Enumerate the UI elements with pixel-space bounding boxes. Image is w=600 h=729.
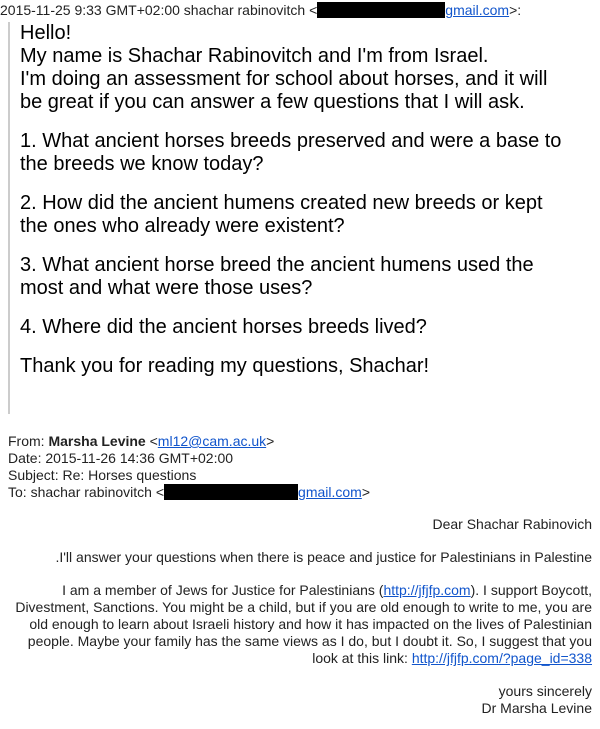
signature: Dr Marsha Levine bbox=[481, 700, 592, 716]
question-3-line-2: most and what were those uses? bbox=[20, 277, 313, 299]
question-1-line-1: 1. What ancient horses breeds preserved and were a base to bbox=[20, 130, 562, 152]
closing-line: Thank you for reading my questions, Shachar! bbox=[20, 355, 430, 377]
from-label: From: bbox=[8, 433, 49, 449]
to-line bbox=[8, 484, 370, 501]
to-email-domain-link[interactable]: gmail.com bbox=[298, 484, 362, 500]
jfjfp-page-link[interactable]: http://jfjfp.com/?page_id=338 bbox=[411, 650, 592, 666]
date-line: Date: 2015-11-26 14:36 GMT+02:00 bbox=[8, 450, 234, 466]
question-2-line-1: 2. How did the ancient humens created new breeds or kept bbox=[20, 192, 543, 214]
to-prefix: To: shachar rabinovitch < bbox=[8, 484, 165, 500]
question-2-line-2: the ones who already were existent? bbox=[20, 215, 345, 237]
question-4: 4. Where did the ancient horses breeds lived? bbox=[20, 316, 427, 338]
quoted-email-header bbox=[0, 2, 521, 18]
subject-line: Subject: Re: Horses questions bbox=[8, 467, 197, 483]
quoted-message bbox=[8, 22, 588, 414]
question-1-line-2: the breeds we know today? bbox=[20, 153, 264, 175]
paragraph-start: I am a member of Jews for Justice for Palestinians ( bbox=[62, 582, 384, 598]
signoff: yours sincerely bbox=[498, 683, 592, 699]
header-suffix: >: bbox=[509, 2, 522, 18]
from-name: Marsha Levine bbox=[48, 433, 146, 449]
header-prefix: 2015-11-25 9:33 GMT+02:00 shachar rabinovitch < bbox=[0, 2, 318, 18]
from-email-link[interactable]: ml12@cam.ac.uk bbox=[157, 433, 267, 449]
salutation: Dear Shachar Rabinovich bbox=[432, 516, 592, 532]
greeting: Hello! bbox=[20, 22, 72, 44]
sender-email-domain-link[interactable]: gmail.com bbox=[445, 2, 510, 18]
intro-line-1: My name is Shachar Rabinovitch and I'm from Israel. bbox=[20, 45, 489, 67]
jfjfp-link[interactable]: http://jfjfp.com bbox=[383, 582, 471, 598]
reply-paragraph bbox=[8, 582, 592, 667]
redacted-email-block bbox=[317, 2, 445, 18]
question-3-line-1: 3. What ancient horse breed the ancient humens used the bbox=[20, 254, 534, 276]
to-suffix: > bbox=[361, 484, 371, 500]
intro-line-3: be great if you can answer a few questions that I will ask. bbox=[20, 91, 525, 113]
paragraph-middle: ). I support Boycott, Divestment, Sanctions. You might be a child, but if you are old enough to write to me, you are old enough to learn about Israeli history and how it has impacted on the lives of Palestinian people. Maybe your family has the same views as I do, but I doubt it. So, I suggest that you look at this link: bbox=[15, 582, 592, 666]
redacted-email-block bbox=[164, 484, 298, 500]
intro-line-2: I'm doing an assessment for school about horses, and it will bbox=[20, 68, 548, 90]
reply-header bbox=[8, 433, 370, 501]
reply-line-1: .I'll answer your questions when there is peace and justice for Palestinians in Palestine bbox=[55, 549, 592, 565]
from-line: From: Marsha Levine <ml12@cam.ac.uk> bbox=[8, 433, 275, 449]
reply-body bbox=[8, 516, 592, 717]
